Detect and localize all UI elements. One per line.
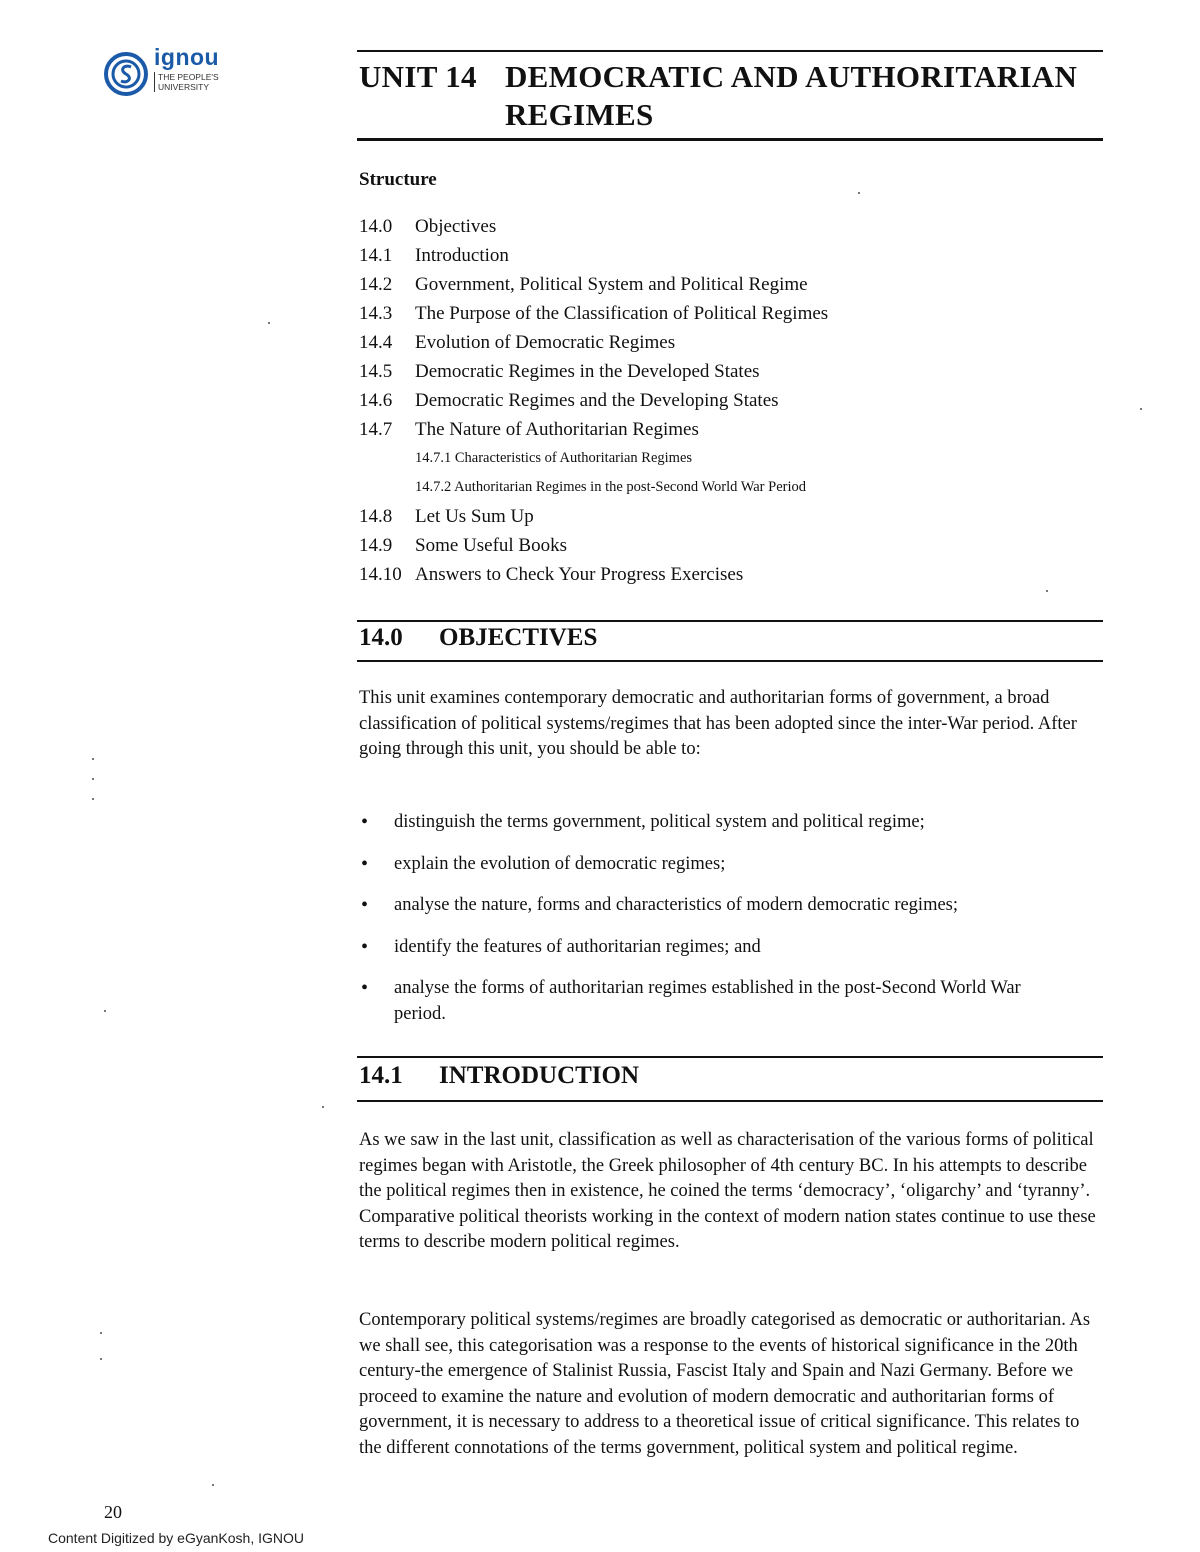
toc-item: 14.8 Let Us Sum Up <box>359 506 534 527</box>
objectives-bottom-rule <box>357 660 1103 662</box>
objectives-heading: 14.0 OBJECTIVES <box>359 624 598 651</box>
logo-brand: ignou <box>154 44 220 70</box>
toc-subitem: 14.7.1 Characteristics of Authoritarian Regimes <box>415 450 693 466</box>
introduction-para-2: Contemporary political systems/regimes are broadly categorised as democratic or authoritarian. As we shall see, this categorisation was a response to the events of historical significance in the 20th century-the emergence of Stalinist Russia, Fascist Italy and Spain and Nazi Germany. Before we proceed to examine the nature and evolution of modern democratic and authoritarian forms of government, it is necessary to address to a theoretical issue of critical significance. This relates to the different connotations of the terms government, political system and political regime. <box>359 1310 1091 1458</box>
list-item: • explain the evolution of democratic regimes; <box>359 852 1103 878</box>
introduction-para-1: As we saw in the last unit, classification as well as characterisation of the various forms of political regimes began with Aristotle, the Greek philosopher of 4th century BC. In his attempts to describe the political regimes then in existence, he coined the terms ‘democracy’, ‘oligarchy’ and ‘tyranny’. Comparative political theorists working in the context of modern nation states continue to use these terms to describe modern political regimes. <box>359 1130 1096 1252</box>
title-top-rule <box>357 50 1103 52</box>
table-of-contents <box>359 212 828 589</box>
toc-item: 14.7 The Nature of Authoritarian Regimes <box>359 419 699 440</box>
objectives-list <box>359 810 1103 1043</box>
structure-heading: Structure <box>359 169 437 190</box>
page-number: 20 <box>104 1502 122 1522</box>
toc-item: 14.0 Objectives <box>359 216 497 237</box>
toc-item: 14.5 Democratic Regimes in the Developed States <box>359 361 760 382</box>
scan-speck <box>92 798 94 800</box>
toc-item: 14.2 Government, Political System and Political Regime <box>359 274 808 295</box>
logo-tagline-1: THE PEOPLE'S <box>158 72 219 82</box>
toc-item: 14.9 Some Useful Books <box>359 535 567 556</box>
list-item: • analyse the forms of authoritarian regimes established in the post-Second World War period. <box>359 976 1103 1027</box>
title-bottom-rule <box>357 138 1103 141</box>
toc-item: 14.4 Evolution of Democratic Regimes <box>359 332 676 353</box>
toc-subitem: 14.7.2 Authoritarian Regimes in the post-Second World War Period <box>415 479 806 495</box>
toc-item: 14.1 Introduction <box>359 245 509 266</box>
toc-item: 14.3 The Purpose of the Classification of Political Regimes <box>359 303 829 324</box>
scan-speck <box>100 1358 102 1360</box>
ignou-emblem-icon <box>104 52 148 96</box>
unit-title-line1: DEMOCRATIC AND AUTHORITARIAN <box>505 59 1078 94</box>
logo-tagline <box>154 72 219 92</box>
footer-credit: Content Digitized by eGyanKosh, IGNOU <box>48 1530 305 1546</box>
ignou-logo <box>104 44 234 100</box>
scan-speck <box>212 1484 214 1486</box>
scan-speck <box>1046 590 1048 592</box>
introduction-heading: 14.1 INTRODUCTION <box>359 1062 640 1089</box>
introduction-bottom-rule <box>357 1100 1103 1102</box>
toc-item: 14.6 Democratic Regimes and the Developing States <box>359 390 779 411</box>
logo-tagline-2: UNIVERSITY <box>158 82 210 92</box>
objectives-intro: This unit examines contemporary democratic and authoritarian forms of government, a broad classification of political systems/regimes that has been adopted since the inter-War period. After going through this unit, you should be able to: <box>359 688 1077 759</box>
scan-speck <box>100 1332 102 1334</box>
list-item: • distinguish the terms government, political system and political regime; <box>359 810 1103 836</box>
scan-speck <box>322 1106 324 1108</box>
unit-title <box>359 58 1077 134</box>
toc-item: 14.10 Answers to Check Your Progress Exercises <box>359 564 744 585</box>
unit-number: UNIT 14 <box>359 59 477 94</box>
introduction-top-rule <box>357 1056 1103 1058</box>
scan-speck <box>858 192 860 194</box>
scan-speck <box>92 758 94 760</box>
list-item: • identify the features of authoritarian regimes; and <box>359 935 1103 961</box>
scan-speck <box>104 1010 106 1012</box>
list-item: • analyse the nature, forms and characteristics of modern democratic regimes; <box>359 893 1103 919</box>
unit-title-line2: REGIMES <box>505 97 654 132</box>
scan-speck <box>268 322 270 324</box>
scan-speck <box>1140 408 1142 410</box>
scan-speck <box>92 778 94 780</box>
objectives-top-rule <box>357 620 1103 622</box>
